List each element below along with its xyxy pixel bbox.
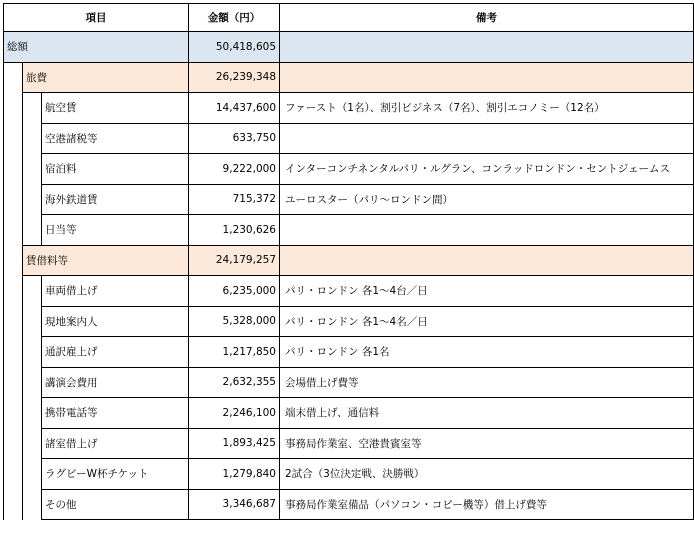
item-note: 会場借上げ費等 (280, 367, 694, 398)
table-row (4, 367, 694, 398)
header-note: 備考 (280, 4, 694, 32)
item-label: 携帯電話等 (42, 398, 189, 429)
table-row (4, 276, 694, 307)
indent-column (23, 93, 42, 246)
item-note: ファースト（1名）、割引ビジネス（7名）、割引エコノミー（12名） (280, 93, 694, 124)
item-label: 諸室借上げ (42, 428, 189, 459)
group-label: 旅費 (23, 62, 189, 93)
item-amount: 1,893,425 (189, 428, 280, 459)
group-label: 賃借料等 (23, 245, 189, 276)
indent-column (23, 276, 42, 520)
table-row (4, 489, 694, 520)
table-row (4, 93, 694, 124)
item-amount: 1,230,626 (189, 215, 280, 246)
item-amount: 2,632,355 (189, 367, 280, 398)
table-row (4, 337, 694, 368)
item-note: パリ・ロンドン 各1名 (280, 337, 694, 368)
table-row (4, 428, 694, 459)
item-label: 講演会費用 (42, 367, 189, 398)
item-note (280, 215, 694, 246)
total-row (4, 32, 694, 63)
item-amount: 715,372 (189, 184, 280, 215)
item-label: 宿泊料 (42, 154, 189, 185)
table-row (4, 154, 694, 185)
table-row (4, 215, 694, 246)
item-amount: 6,235,000 (189, 276, 280, 307)
item-amount: 2,246,100 (189, 398, 280, 429)
table-row (4, 398, 694, 429)
item-note: 2試合（3位決定戦、決勝戦） (280, 459, 694, 490)
header-row (4, 4, 694, 32)
total-note (280, 32, 694, 63)
item-amount: 1,217,850 (189, 337, 280, 368)
table-row (4, 123, 694, 154)
item-label: ラグビーW杯チケット (42, 459, 189, 490)
group-note (280, 245, 694, 276)
item-note (280, 123, 694, 154)
item-label: その他 (42, 489, 189, 520)
item-label: 日当等 (42, 215, 189, 246)
item-note: ユーロスター（パリ～ロンドン間） (280, 184, 694, 215)
table-row (4, 306, 694, 337)
total-amount: 50,418,605 (189, 32, 280, 63)
group-row-rental (4, 245, 694, 276)
item-label: 現地案内人 (42, 306, 189, 337)
item-amount: 5,328,000 (189, 306, 280, 337)
header-item: 項目 (4, 4, 189, 32)
expense-table (3, 3, 694, 520)
group-note (280, 62, 694, 93)
item-amount: 633,750 (189, 123, 280, 154)
item-note: 事務局作業室備品（パソコン・コピー機等）借上げ費等 (280, 489, 694, 520)
group-row-travel (4, 62, 694, 93)
item-note: パリ・ロンドン 各1～4名／日 (280, 306, 694, 337)
group-amount: 24,179,257 (189, 245, 280, 276)
table-row (4, 184, 694, 215)
indent-column (4, 62, 23, 520)
item-amount: 1,279,840 (189, 459, 280, 490)
item-label: 通訳雇上げ (42, 337, 189, 368)
group-amount: 26,239,348 (189, 62, 280, 93)
item-label: 海外鉄道賃 (42, 184, 189, 215)
item-amount: 3,346,687 (189, 489, 280, 520)
item-note: パリ・ロンドン 各1～4台／日 (280, 276, 694, 307)
item-label: 車両借上げ (42, 276, 189, 307)
header-amount: 金額（円） (189, 4, 280, 32)
item-amount: 9,222,000 (189, 154, 280, 185)
table-row (4, 459, 694, 490)
total-label: 総額 (4, 32, 189, 63)
item-note: 端末借上げ、通信料 (280, 398, 694, 429)
item-label: 航空賃 (42, 93, 189, 124)
item-amount: 14,437,600 (189, 93, 280, 124)
item-note: インターコンチネンタルパリ・ルグラン、コンラッドロンドン・セントジェームス (280, 154, 694, 185)
item-label: 空港諸税等 (42, 123, 189, 154)
item-note: 事務局作業室、空港貴賓室等 (280, 428, 694, 459)
